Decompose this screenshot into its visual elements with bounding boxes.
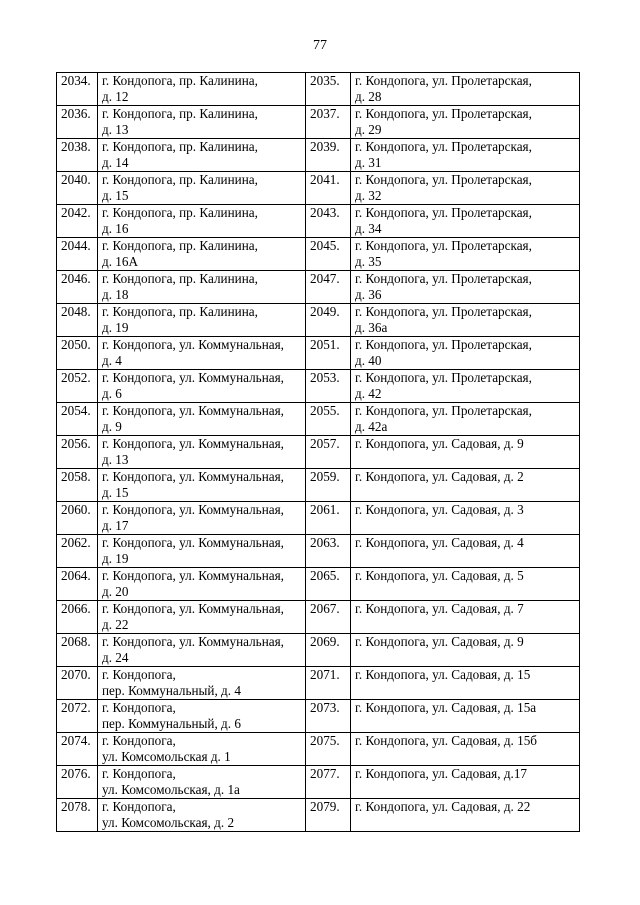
address-line-1: г. Кондопога, ул. Пролетарская, [355, 403, 532, 418]
address-cell-left [98, 634, 306, 667]
table-row [57, 271, 580, 304]
address-cell-right [351, 337, 580, 370]
address-line-2: д. 14 [102, 155, 129, 170]
address-cell-right [351, 568, 580, 601]
address-line-1: г. Кондопога, ул. Коммунальная, [102, 601, 284, 616]
table-row [57, 469, 580, 502]
address-line-2: д. 20 [102, 584, 129, 599]
entry-number: 2040. [61, 172, 91, 187]
entry-number-cell-left [57, 304, 98, 337]
address-cell-right [351, 370, 580, 403]
entry-number: 2046. [61, 271, 91, 286]
entry-number: 2039. [310, 139, 340, 154]
address-line-1: г. Кондопога, ул. Садовая, д. 2 [355, 469, 524, 484]
address-cell-left [98, 337, 306, 370]
address-cell-right [351, 139, 580, 172]
address-cell-right [351, 436, 580, 469]
table-row [57, 436, 580, 469]
entry-number: 2070. [61, 667, 91, 682]
address-line-1: г. Кондопога, пр. Калинина, [102, 205, 258, 220]
address-cell-right [351, 601, 580, 634]
address-line-2: ул. Комсомольская, д. 2 [102, 815, 235, 830]
address-line-2: д. 36а [355, 320, 388, 335]
address-cell-left [98, 370, 306, 403]
address-line-1: г. Кондопога, ул. Пролетарская, [355, 172, 532, 187]
address-line-1: г. Кондопога, ул. Пролетарская, [355, 139, 532, 154]
entry-number: 2067. [310, 601, 340, 616]
entry-number-cell-left [57, 172, 98, 205]
entry-number-cell-left [57, 73, 98, 106]
entry-number: 2059. [310, 469, 340, 484]
entry-number-cell-right [306, 337, 351, 370]
entry-number: 2045. [310, 238, 340, 253]
entry-number: 2043. [310, 205, 340, 220]
address-line-2: д. 9 [102, 419, 122, 434]
address-line-1: г. Кондопога, ул. Садовая, д. 4 [355, 535, 524, 550]
address-cell-left [98, 139, 306, 172]
entry-number-cell-right [306, 799, 351, 832]
address-line-1: г. Кондопога, пр. Калинина, [102, 73, 258, 88]
entry-number-cell-left [57, 733, 98, 766]
address-line-1: г. Кондопога, ул. Садовая, д. 15а [355, 700, 537, 715]
table-row [57, 106, 580, 139]
entry-number-cell-left [57, 106, 98, 139]
address-line-2: ул. Комсомольская, д. 1а [102, 782, 240, 797]
address-line-2: д. 16 [102, 221, 129, 236]
entry-number: 2044. [61, 238, 91, 253]
address-cell-right [351, 205, 580, 238]
entry-number-cell-right [306, 667, 351, 700]
table-row [57, 634, 580, 667]
address-line-1: г. Кондопога, пр. Калинина, [102, 304, 258, 319]
entry-number-cell-right [306, 469, 351, 502]
entry-number-cell-left [57, 436, 98, 469]
entry-number: 2056. [61, 436, 91, 451]
address-line-2: д. 35 [355, 254, 382, 269]
entry-number: 2042. [61, 205, 91, 220]
entry-number-cell-right [306, 403, 351, 436]
address-cell-right [351, 766, 580, 799]
address-line-2: д. 19 [102, 551, 129, 566]
address-cell-right [351, 535, 580, 568]
entry-number-cell-right [306, 238, 351, 271]
address-cell-right [351, 271, 580, 304]
entry-number-cell-left [57, 535, 98, 568]
table-row [57, 403, 580, 436]
entry-number: 2048. [61, 304, 91, 319]
address-cell-right [351, 304, 580, 337]
address-line-1: г. Кондопога, ул. Коммунальная, [102, 436, 284, 451]
address-cell-right [351, 238, 580, 271]
address-line-2: д. 15 [102, 485, 129, 500]
address-line-1: г. Кондопога, ул. Пролетарская, [355, 337, 532, 352]
address-cell-right [351, 733, 580, 766]
address-cell-left [98, 568, 306, 601]
address-line-2: д. 16А [102, 254, 139, 269]
address-line-1: г. Кондопога, ул. Пролетарская, [355, 370, 532, 385]
entry-number-cell-left [57, 469, 98, 502]
address-cell-left [98, 205, 306, 238]
address-line-1: г. Кондопога, ул. Коммунальная, [102, 568, 284, 583]
address-line-1: г. Кондопога, ул. Коммунальная, [102, 535, 284, 550]
address-cell-right [351, 469, 580, 502]
entry-number: 2052. [61, 370, 91, 385]
address-line-2: д. 18 [102, 287, 129, 302]
entry-number: 2034. [61, 73, 91, 88]
address-cell-left [98, 799, 306, 832]
address-line-1: г. Кондопога, ул. Садовая, д. 5 [355, 568, 524, 583]
address-line-1: г. Кондопога, ул. Садовая, д. 3 [355, 502, 524, 517]
address-line-2: пер. Коммунальный, д. 6 [102, 716, 241, 731]
address-cell-right [351, 172, 580, 205]
entry-number-cell-left [57, 700, 98, 733]
address-line-2: д. 32 [355, 188, 382, 203]
entry-number-cell-left [57, 667, 98, 700]
address-cell-left [98, 535, 306, 568]
entry-number-cell-right [306, 106, 351, 139]
address-line-2: д. 13 [102, 122, 129, 137]
address-cell-right [351, 73, 580, 106]
address-cell-right [351, 634, 580, 667]
address-cell-left [98, 172, 306, 205]
page-number: 77 [313, 38, 327, 53]
address-line-1: г. Кондопога, пр. Калинина, [102, 139, 258, 154]
address-line-1: г. Кондопога, ул. Коммунальная, [102, 469, 284, 484]
table-row [57, 139, 580, 172]
entry-number: 2074. [61, 733, 91, 748]
table-row [57, 172, 580, 205]
address-line-2: д. 42 [355, 386, 382, 401]
address-cell-left [98, 304, 306, 337]
table-row [57, 799, 580, 832]
address-cell-right [351, 403, 580, 436]
address-line-2: д. 15 [102, 188, 129, 203]
address-table-body [57, 73, 580, 832]
entry-number: 2071. [310, 667, 340, 682]
address-line-1: г. Кондопога, ул. Садовая, д.17 [355, 766, 528, 781]
entry-number: 2078. [61, 799, 91, 814]
address-line-1: г. Кондопога, [102, 667, 176, 682]
address-cell-left [98, 73, 306, 106]
address-line-2: д. 24 [102, 650, 129, 665]
entry-number-cell-right [306, 205, 351, 238]
address-line-2: д. 28 [355, 89, 382, 104]
table-row [57, 337, 580, 370]
address-cell-left [98, 766, 306, 799]
address-line-1: г. Кондопога, ул. Пролетарская, [355, 205, 532, 220]
entry-number: 2053. [310, 370, 340, 385]
table-row [57, 502, 580, 535]
address-line-2: д. 4 [102, 353, 122, 368]
address-line-1: г. Кондопога, [102, 766, 176, 781]
table-row [57, 205, 580, 238]
address-line-1: г. Кондопога, ул. Пролетарская, [355, 73, 532, 88]
address-table [56, 72, 580, 832]
address-line-2: д. 17 [102, 518, 129, 533]
entry-number: 2058. [61, 469, 91, 484]
entry-number-cell-right [306, 700, 351, 733]
address-cell-left [98, 601, 306, 634]
address-line-1: г. Кондопога, ул. Коммунальная, [102, 502, 284, 517]
entry-number-cell-left [57, 634, 98, 667]
entry-number-cell-right [306, 766, 351, 799]
entry-number: 2051. [310, 337, 340, 352]
address-line-1: г. Кондопога, ул. Садовая, д. 7 [355, 601, 524, 616]
entry-number-cell-right [306, 139, 351, 172]
address-cell-right [351, 502, 580, 535]
address-line-1: г. Кондопога, ул. Садовая, д. 9 [355, 634, 524, 649]
table-row [57, 700, 580, 733]
address-line-2: д. 40 [355, 353, 382, 368]
address-line-1: г. Кондопога, ул. Садовая, д. 15 [355, 667, 531, 682]
table-row [57, 73, 580, 106]
entry-number: 2060. [61, 502, 91, 517]
address-cell-right [351, 700, 580, 733]
address-line-2: д. 22 [102, 617, 129, 632]
table-row [57, 370, 580, 403]
entry-number: 2077. [310, 766, 340, 781]
entry-number-cell-right [306, 568, 351, 601]
table-row [57, 568, 580, 601]
entry-number: 2063. [310, 535, 340, 550]
address-line-2: д. 34 [355, 221, 382, 236]
entry-number-cell-right [306, 733, 351, 766]
entry-number-cell-left [57, 337, 98, 370]
address-line-1: г. Кондопога, [102, 799, 176, 814]
table-row [57, 601, 580, 634]
entry-number-cell-left [57, 799, 98, 832]
table-row [57, 304, 580, 337]
address-line-2: пер. Коммунальный, д. 4 [102, 683, 241, 698]
entry-number-cell-left [57, 139, 98, 172]
address-line-2: д. 36 [355, 287, 382, 302]
address-cell-right [351, 667, 580, 700]
entry-number: 2036. [61, 106, 91, 121]
entry-number: 2073. [310, 700, 340, 715]
entry-number-cell-right [306, 271, 351, 304]
address-line-1: г. Кондопога, пр. Калинина, [102, 238, 258, 253]
entry-number-cell-right [306, 502, 351, 535]
entry-number: 2057. [310, 436, 340, 451]
entry-number: 2037. [310, 106, 340, 121]
address-line-2: д. 31 [355, 155, 382, 170]
address-line-2: д. 6 [102, 386, 122, 401]
entry-number-cell-right [306, 370, 351, 403]
entry-number-cell-left [57, 766, 98, 799]
entry-number: 2049. [310, 304, 340, 319]
entry-number-cell-left [57, 271, 98, 304]
entry-number-cell-left [57, 502, 98, 535]
address-cell-right [351, 106, 580, 139]
address-cell-left [98, 436, 306, 469]
address-line-1: г. Кондопога, ул. Коммунальная, [102, 403, 284, 418]
address-line-1: г. Кондопога, ул. Коммунальная, [102, 337, 284, 352]
address-cell-right [351, 799, 580, 832]
table-row [57, 733, 580, 766]
address-line-1: г. Кондопога, ул. Коммунальная, [102, 634, 284, 649]
entry-number: 2069. [310, 634, 340, 649]
entry-number: 2062. [61, 535, 91, 550]
address-line-2: д. 42а [355, 419, 388, 434]
address-line-2: д. 19 [102, 320, 129, 335]
entry-number-cell-right [306, 73, 351, 106]
address-cell-left [98, 700, 306, 733]
entry-number: 2035. [310, 73, 340, 88]
address-line-2: д. 13 [102, 452, 129, 467]
table-row [57, 766, 580, 799]
address-line-1: г. Кондопога, ул. Садовая, д. 9 [355, 436, 524, 451]
address-line-2: д. 12 [102, 89, 129, 104]
address-line-2: ул. Комсомольская д. 1 [102, 749, 231, 764]
entry-number-cell-left [57, 238, 98, 271]
entry-number: 2050. [61, 337, 91, 352]
entry-number: 2079. [310, 799, 340, 814]
entry-number-cell-right [306, 535, 351, 568]
address-cell-left [98, 106, 306, 139]
entry-number: 2061. [310, 502, 340, 517]
address-line-1: г. Кондопога, пр. Калинина, [102, 172, 258, 187]
address-line-2: д. 29 [355, 122, 382, 137]
entry-number: 2066. [61, 601, 91, 616]
entry-number-cell-right [306, 634, 351, 667]
entry-number-cell-right [306, 172, 351, 205]
address-line-1: г. Кондопога, пр. Калинина, [102, 271, 258, 286]
address-line-1: г. Кондопога, пр. Калинина, [102, 106, 258, 121]
entry-number-cell-right [306, 304, 351, 337]
entry-number: 2055. [310, 403, 340, 418]
entry-number: 2064. [61, 568, 91, 583]
table-row [57, 667, 580, 700]
address-line-1: г. Кондопога, ул. Пролетарская, [355, 304, 532, 319]
address-cell-left [98, 469, 306, 502]
entry-number-cell-left [57, 403, 98, 436]
address-cell-left [98, 733, 306, 766]
address-cell-left [98, 403, 306, 436]
address-line-1: г. Кондопога, ул. Пролетарская, [355, 238, 532, 253]
entry-number-cell-left [57, 370, 98, 403]
entry-number: 2038. [61, 139, 91, 154]
address-line-1: г. Кондопога, ул. Садовая, д. 15б [355, 733, 538, 748]
address-line-1: г. Кондопога, [102, 733, 176, 748]
entry-number-cell-left [57, 568, 98, 601]
entry-number: 2072. [61, 700, 91, 715]
address-line-1: г. Кондопога, ул. Пролетарская, [355, 271, 532, 286]
entry-number: 2065. [310, 568, 340, 583]
address-cell-left [98, 271, 306, 304]
entry-number-cell-right [306, 436, 351, 469]
address-cell-left [98, 238, 306, 271]
entry-number: 2076. [61, 766, 91, 781]
entry-number: 2054. [61, 403, 91, 418]
address-line-1: г. Кондопога, ул. Пролетарская, [355, 106, 532, 121]
address-cell-left [98, 502, 306, 535]
table-row [57, 535, 580, 568]
entry-number: 2047. [310, 271, 340, 286]
entry-number: 2075. [310, 733, 340, 748]
entry-number: 2068. [61, 634, 91, 649]
entry-number-cell-right [306, 601, 351, 634]
entry-number-cell-left [57, 205, 98, 238]
address-line-1: г. Кондопога, ул. Садовая, д. 22 [355, 799, 531, 814]
entry-number-cell-left [57, 601, 98, 634]
address-cell-left [98, 667, 306, 700]
entry-number: 2041. [310, 172, 340, 187]
address-line-1: г. Кондопога, [102, 700, 176, 715]
table-row [57, 238, 580, 271]
address-line-1: г. Кондопога, ул. Коммунальная, [102, 370, 284, 385]
